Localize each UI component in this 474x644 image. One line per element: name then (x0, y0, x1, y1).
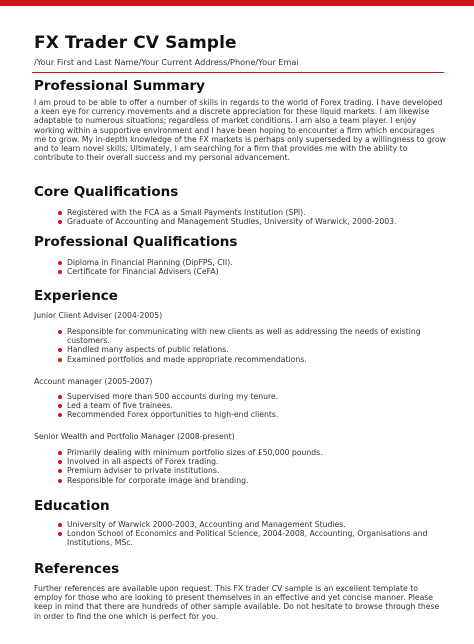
list-item: Involved in all aspects of Forex trading. (34, 457, 434, 466)
list-item: University of Warwick 2000-2003, Accounting and Management Studies. (34, 520, 434, 529)
list-item: Registered with the FCA as a Small Payments Institution (SPI). (34, 208, 434, 217)
bullet-icon (58, 451, 62, 455)
section-heading-education: Education (34, 498, 110, 514)
core-list (34, 208, 434, 226)
bullet-icon (58, 220, 62, 224)
bullet-icon (58, 395, 62, 399)
job-title: Account manager (2005-2007) (34, 377, 153, 386)
header-divider (32, 72, 444, 73)
bullet-icon (58, 330, 62, 334)
bullet-icon (58, 523, 62, 527)
bullet-icon (58, 348, 62, 352)
top-accent-bar (0, 0, 474, 6)
job-duties-list (34, 327, 434, 364)
section-heading-summary: Professional Summary (34, 78, 205, 94)
references-paragraph: Further references are available upon request. This FX trader CV sample is an excellent template to employ for those who are looking to present themselves in an effective and yet concise manner. Please keep in mind that there are hundreds of other sample available. Do not hesitate to browse through these in order to find the one which is perfect for you. (34, 584, 440, 621)
job-duties-list (34, 448, 434, 485)
list-item: London School of Economics and Political Science, 2004-2008, Accounting, Organisations and Institutions, MSc. (34, 529, 434, 547)
list-item: Examined portfolios and made appropriate recommendations. (34, 355, 434, 364)
section-heading-core: Core Qualifications (34, 184, 179, 200)
list-item: Led a team of five trainees. (34, 401, 434, 410)
section-heading-professional: Professional Qualifications (34, 234, 238, 250)
bullet-icon (58, 460, 62, 464)
professional-list (34, 258, 434, 276)
list-item: Premium adviser to private institutions. (34, 466, 434, 475)
bullet-icon (58, 413, 62, 417)
bullet-icon (58, 469, 62, 473)
bullet-icon (58, 211, 62, 215)
cv-title: FX Trader CV Sample (34, 33, 237, 53)
bullet-icon (58, 532, 62, 536)
section-heading-references: References (34, 561, 120, 577)
list-item: Recommended Forex opportunities to high-end clients. (34, 410, 434, 419)
summary-paragraph: I am proud to be able to offer a number of skills in regards to the world of Forex trading. I have developed a keen eye for currency movements and a discrete appreciation for these liquid markets. I am likewise adaptable to numerous situations; regardless of market conditions. I am also a team player. I enjoy working within a supportive environment and I have been hoping to encounter a firm which encourages me to grow. My in-depth knowledge of the FX markets is perhaps only superseded by a willingness to grow and to learn novel skills. Ultimately, I am searching for a firm that provides me with the ability to contribute to their overall success and my personal advancement. (34, 98, 446, 163)
bullet-icon (58, 358, 62, 362)
bullet-icon (58, 404, 62, 408)
education-list (34, 520, 434, 548)
section-heading-experience: Experience (34, 288, 118, 304)
list-item: Responsible for corporate image and branding. (34, 476, 434, 485)
bullet-icon (58, 261, 62, 265)
list-item: Diploma in Financial Planning (DipFPS, CII). (34, 258, 434, 267)
job-title: Junior Client Adviser (2004-2005) (34, 311, 163, 320)
list-item: Handled many aspects of public relations. (34, 345, 434, 354)
bullet-icon (58, 270, 62, 274)
job-duties-list (34, 392, 434, 420)
bullet-icon (58, 479, 62, 483)
list-item: Responsible for communicating with new clients as well as addressing the needs of existing customers. (34, 327, 434, 345)
list-item: Supervised more than 500 accounts during my tenure. (34, 392, 434, 401)
contact-line: /Your First and Last Name/Your Current Address/Phone/Your Emai (34, 57, 299, 67)
job-title: Senior Wealth and Portfolio Manager (2008-present) (34, 432, 235, 441)
list-item: Graduate of Accounting and Management Studies, University of Warwick, 2000-2003. (34, 217, 434, 226)
list-item: Certificate for Financial Advisers (CeFA) (34, 267, 434, 276)
list-item: Primarily dealing with minimum portfolio sizes of £50,000 pounds. (34, 448, 434, 457)
